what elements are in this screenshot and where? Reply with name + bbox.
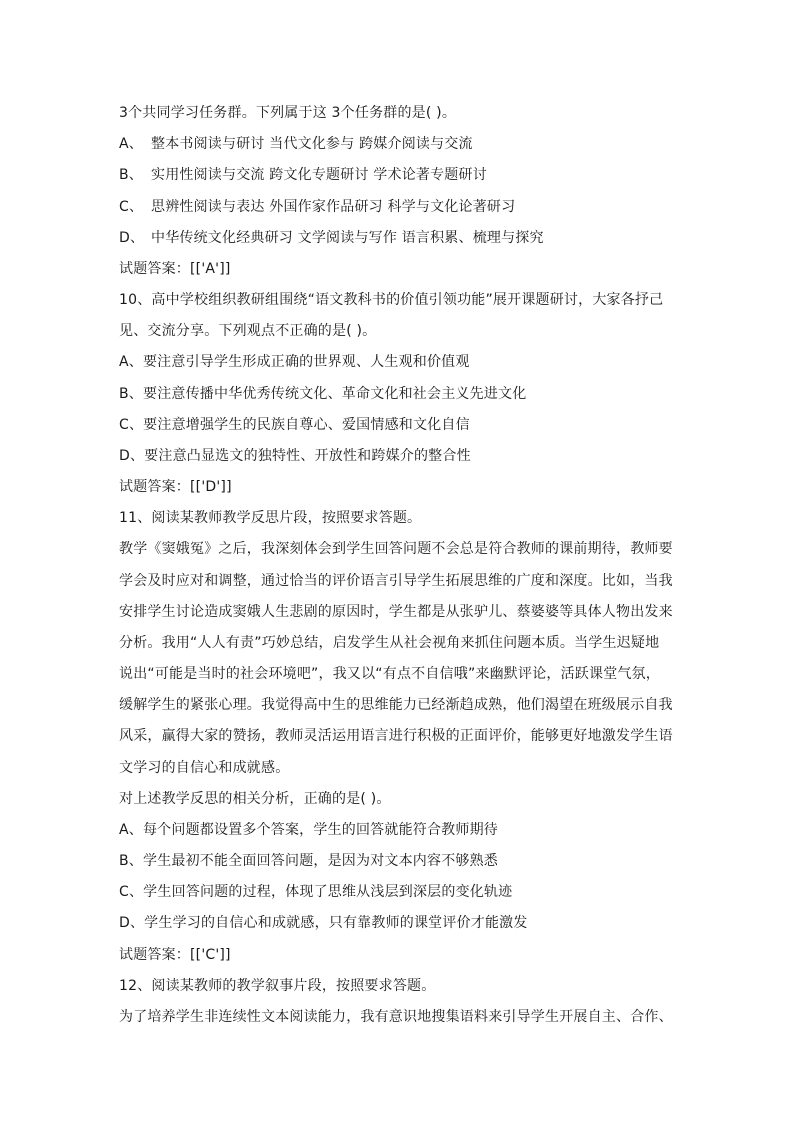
q11-passage-line-5: 说出“可能是当时的社会环境吧”，我又以“有点不自信哦”来幽默评论，活跃课堂气氛， [119, 666, 661, 682]
q11-question: 对上述教学反思的相关分析，正确的是( )。 [119, 791, 391, 807]
q11-option-a: A、每个问题都设置多个答案，学生的回答就能符合教师期待 [119, 822, 498, 838]
q11-option-b: B、学生最初不能全面回答问题，是因为对文本内容不够熟悉 [119, 853, 499, 869]
q10-option-c: C、要注意增强学生的民族自尊心、爱国情感和文化自信 [119, 417, 470, 433]
q9-option-c [119, 197, 679, 217]
option-letter: C、 [119, 199, 144, 215]
option-letter: B、 [119, 167, 144, 183]
q9-option-d [119, 228, 679, 248]
option-letter: D、 [119, 230, 145, 246]
q9-option-b [119, 165, 679, 185]
q11-passage-line-3: 安排学生讨论造成窦娥人生悲剧的原因时，学生都是从张驴儿、蔡婆婆等具体人物出发来 [119, 604, 673, 620]
option-text: 整本书阅读与研讨 当代文化参与 跨媒介阅读与交流 [151, 136, 473, 152]
q11-option-d: D、学生学习的自信心和成就感，只有靠教师的课堂评价才能激发 [119, 915, 528, 931]
q12-stem: 12、阅读某教师的教学叙事片段，按照要求答题。 [119, 978, 436, 994]
option-text: 实用性阅读与交流 跨文化专题研讨 学术论著专题研讨 [151, 167, 487, 183]
q10-stem-line-2: 见、交流分享。下列观点不正确的是( )。 [119, 323, 377, 339]
q10-option-a: A、要注意引导学生形成正确的世界观、人生观和价值观 [119, 354, 470, 370]
option-text: 思辨性阅读与表达 外国作家作品研习 科学与文化论著研习 [151, 199, 516, 215]
q11-stem: 11、阅读某教师教学反思片段，按照要求答题。 [119, 510, 422, 526]
q11-passage-line-4: 分析。我用“人人有责”巧妙总结，启发学生从社会视角来抓住问题本质。当学生迟疑地 [119, 635, 660, 651]
q11-passage-line-8: 文学习的自信心和成就感。 [119, 760, 290, 776]
q11-passage-line-2: 学会及时应对和调整，通过恰当的评价语言引导学生拓展思维的广度和深度。比如，当我 [119, 573, 673, 589]
q10-answer: 试题答案：[['D']] [119, 479, 232, 495]
q11-passage-line-1: 教学《窦娥冤》之后，我深刻体会到学生回答问题不会总是符合教师的课前期待，教师要 [119, 541, 673, 557]
q9-option-a [119, 134, 679, 154]
option-letter: A、 [119, 136, 143, 152]
q11-option-c: C、学生回答问题的过程，体现了思维从浅层到深层的变化轨迹 [119, 884, 513, 900]
q9-answer: 试题答案：[['A']] [119, 261, 231, 277]
q11-passage-line-6: 缓解学生的紧张心理。我觉得高中生的思维能力已经渐趋成熟，他们渴望在班级展示自我 [119, 697, 673, 713]
option-text: 中华传统文化经典研习 文学阅读与写作 语言积累、梳理与探究 [151, 230, 544, 246]
q10-option-b: B、要注意传播中华优秀传统文化、革命文化和社会主义先进文化 [119, 386, 527, 402]
q10-stem-line-1: 10、高中学校组织教研组围绕“语文教科书的价值引领功能”展开课题研讨，大家各抒己 [119, 292, 664, 308]
q11-answer: 试题答案：[['C']] [119, 947, 231, 963]
q12-passage-line-1: 为了培养学生非连续性文本阅读能力，我有意识地搜集语料来引导学生开展自主、合作、 [119, 1009, 673, 1025]
q9-stem-tail: 3个共同学习任务群。下列属于这 3个任务群的是( )。 [119, 105, 457, 121]
q11-passage-line-7: 风采，赢得大家的赞扬，教师灵活运用语言进行积极的正面评价，能够更好地激发学生语 [119, 728, 673, 744]
q10-option-d: D、要注意凸显选文的独特性、开放性和跨媒介的整合性 [119, 448, 471, 464]
